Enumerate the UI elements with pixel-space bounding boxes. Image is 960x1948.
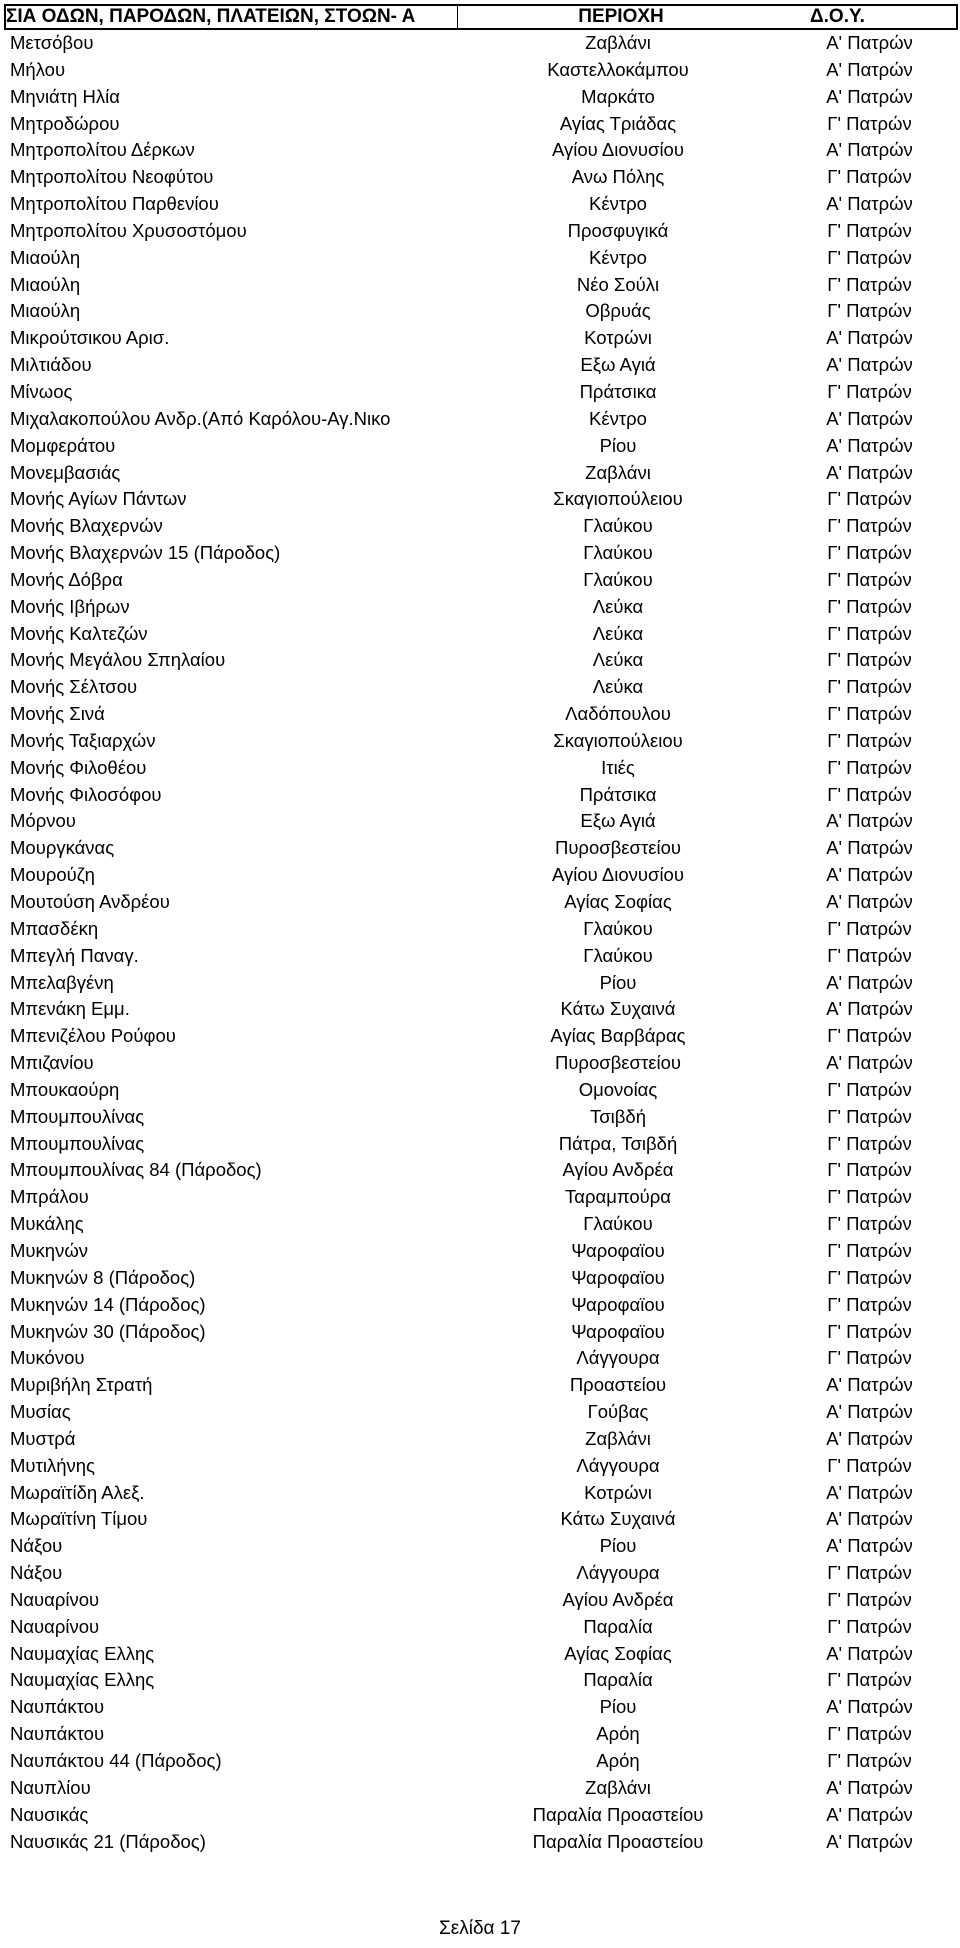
street-cell: Μίνωος (10, 380, 73, 402)
street-cell: Μυκηνών (10, 1239, 89, 1261)
dept-cell: Γ' Πατρών (827, 756, 912, 778)
dept-cell: Γ' Πατρών (827, 1723, 912, 1745)
dept-cell: Α' Πατρών (826, 461, 913, 483)
dept-cell: Γ' Πατρών (827, 246, 912, 268)
street-cell: Ναυμαχίας Ελλης (10, 1642, 155, 1664)
street-cell: Μπουμπουλίνας 84 (Πάροδος) (10, 1159, 262, 1181)
table-row (4, 1184, 958, 1211)
area-cell: Κέντρο (589, 193, 647, 215)
area-cell: Κάτω Συχαινά (560, 1508, 676, 1530)
dept-cell: Γ' Πατρών (827, 542, 912, 564)
table-row (4, 1211, 958, 1238)
table-row (4, 1050, 958, 1077)
area-cell: Ρίου (599, 1696, 637, 1718)
table-row (4, 1292, 958, 1319)
table-row (4, 835, 958, 862)
street-cell: Μυστρά (10, 1427, 76, 1449)
street-cell: Μητροδώρου (10, 112, 120, 134)
table-row (4, 30, 958, 57)
area-cell: Αγίας Σοφίας (564, 891, 672, 912)
table-row (4, 862, 958, 889)
street-cell: Μονής Μεγάλου Σπηλαίου (10, 649, 226, 671)
street-cell: Μπιζανίου (10, 1052, 94, 1074)
street-cell: Μονής Σινά (10, 703, 105, 725)
table-row (4, 1399, 958, 1426)
area-cell: Παραλία (583, 1615, 653, 1637)
area-cell: Γλαύκου (583, 515, 653, 537)
area-cell: Ψαροφαϊου (571, 1293, 665, 1315)
area-cell: Γλαύκου (583, 568, 653, 590)
area-cell: Ζαβλάνι (585, 1427, 651, 1449)
area-cell: Παραλία Προαστείου (532, 1803, 704, 1825)
street-cell: Ναυσικάς 21 (Πάροδος) (10, 1830, 206, 1852)
area-cell: Γλαύκου (583, 1213, 653, 1235)
dept-cell: Γ' Πατρών (827, 1454, 912, 1476)
street-cell: Μητροπολίτου Παρθενίου (10, 193, 219, 215)
table-row (4, 137, 958, 164)
dept-cell: Γ' Πατρών (827, 595, 912, 617)
street-cell: Μονής Βλαχερνών (10, 515, 163, 537)
table-row (4, 567, 958, 594)
street-cell: Μπεγλή Παναγ. (10, 944, 139, 966)
street-cell: Μωραϊτίδη Αλεξ. (10, 1481, 145, 1503)
table-row (4, 701, 958, 728)
page-number: Σελίδα 17 (439, 1918, 521, 1939)
dept-cell: Α' Πατρών (826, 1803, 913, 1825)
dept-cell: Γ' Πατρών (827, 944, 912, 966)
dept-cell: Α' Πατρών (826, 139, 913, 161)
table-row (4, 352, 958, 379)
area-cell: Προαστείου (569, 1374, 667, 1396)
area-cell: Πράτσικα (579, 783, 657, 805)
area-cell: Αγίου Ανδρέα (562, 1588, 674, 1610)
table-row (4, 1533, 958, 1560)
table-row (4, 1694, 958, 1721)
street-cell: Μονής Φιλοθέου (10, 756, 147, 778)
table-row (4, 996, 958, 1023)
area-cell: Σκαγιοπούλειου (553, 488, 683, 510)
street-cell: Μονής Βλαχερνών 15 (Πάροδος) (10, 542, 281, 564)
table-row (4, 1319, 958, 1346)
street-cell: Μπελαβγένη (10, 971, 114, 993)
street-cell: Ναυπάκτου 44 (Πάροδος) (10, 1750, 222, 1771)
street-cell: Μονής Σέλτσου (10, 676, 138, 698)
dept-cell: Α' Πατρών (826, 434, 913, 456)
area-cell: Ζαβλάνι (585, 461, 651, 483)
area-cell: Ζαβλάνι (585, 32, 651, 53)
dept-cell: Γ' Πατρών (827, 1239, 912, 1261)
area-cell: Εξω Αγιά (580, 810, 656, 832)
table-row (4, 1265, 958, 1292)
area-cell: Λάγγουρα (576, 1347, 660, 1369)
dept-cell: Α' Πατρών (826, 1696, 913, 1718)
table-row (4, 1238, 958, 1265)
dept-cell: Γ' Πατρών (827, 1213, 912, 1235)
street-cell: Μουργκάνας (10, 837, 115, 859)
street-cell: Μονής Φιλοσόφου (10, 783, 162, 805)
area-cell: Γλαύκου (583, 917, 653, 939)
dept-cell: Α' Πατρών (826, 58, 913, 80)
table-row (4, 594, 958, 621)
area-cell: Ζαβλάνι (585, 1776, 651, 1798)
street-cell: Μπουμπουλίνας (10, 1105, 145, 1127)
table-row (4, 647, 958, 674)
dept-cell: Γ' Πατρών (827, 1105, 912, 1127)
table-row (4, 1506, 958, 1533)
table-row (4, 379, 958, 406)
dept-cell: Γ' Πατρών (827, 729, 912, 751)
area-cell: Καστελλοκάμπου (547, 58, 689, 80)
dept-cell: Α' Πατρών (826, 354, 913, 376)
area-cell: Νέο Σούλι (576, 273, 660, 295)
street-cell: Μητροπολίτου Νεοφύτου (10, 166, 214, 188)
dept-cell: Γ' Πατρών (827, 1588, 912, 1610)
dept-cell: Γ' Πατρών (827, 273, 912, 295)
table-row (4, 460, 958, 487)
area-cell: Λάγγουρα (576, 1562, 660, 1584)
dept-cell: Γ' Πατρών (827, 783, 912, 805)
table-row (4, 57, 958, 84)
table-row (4, 1560, 958, 1587)
area-cell: Κέντρο (589, 246, 647, 268)
table-row (4, 1614, 958, 1641)
table-row (4, 674, 958, 701)
area-cell: Ταραμπούρα (565, 1186, 671, 1208)
area-cell: Λεύκα (592, 595, 644, 617)
table-row (4, 164, 958, 191)
street-cell: Μιαούλη (10, 300, 81, 322)
area-cell: Αγίας Τριάδας (559, 112, 677, 134)
area-cell: Ψαροφαϊου (571, 1320, 665, 1342)
area-cell: Πράτσικα (579, 380, 657, 402)
table-row (4, 298, 958, 325)
table-row (4, 1587, 958, 1614)
header-street: ΣΙΑ ΟΔΩΝ, ΠΑΡΟΔΩΝ, ΠΛΑΤΕΙΩΝ, ΣΤΟΩΝ- Α (6, 6, 458, 28)
area-cell: Κάτω Συχαινά (560, 998, 676, 1020)
table-row (4, 245, 958, 272)
area-cell: Ιτιές (601, 756, 635, 778)
street-cell: Μπασδέκη (10, 917, 99, 939)
table-row (4, 1426, 958, 1453)
area-cell: Πάτρα, Τσιβδή (558, 1132, 678, 1154)
street-cell: Μυκάλης (10, 1213, 84, 1235)
street-cell: Ναυσικάς (10, 1803, 89, 1825)
dept-cell: Α' Πατρών (826, 1374, 913, 1396)
table-row (4, 1131, 958, 1158)
street-cell: Μπράλου (10, 1186, 89, 1208)
table-row (4, 1748, 958, 1775)
dept-cell: Α' Πατρών (826, 1642, 913, 1664)
dept-cell: Γ' Πατρών (827, 1078, 912, 1100)
area-cell: Τσιβδή (589, 1105, 647, 1127)
dept-cell: Α' Πατρών (826, 327, 913, 349)
table-row (4, 325, 958, 352)
street-cell: Μιλτιάδου (10, 354, 92, 376)
header-area: ΠΕΡΙΟΧΗ (578, 6, 664, 27)
table-row (4, 111, 958, 138)
street-cell: Μυκηνών 14 (Πάροδος) (10, 1293, 206, 1315)
area-cell: Ψαροφαϊου (571, 1239, 665, 1261)
street-cell: Μυτιλήνης (10, 1454, 95, 1476)
street-cell: Μουτούση Ανδρέου (10, 891, 170, 912)
street-cell: Μονής Ιβήρων (10, 595, 130, 617)
street-cell: Μονής Καλτεζών (10, 622, 148, 644)
dept-cell: Γ' Πατρών (827, 219, 912, 241)
area-cell: Γλαύκου (583, 542, 653, 564)
dept-cell: Γ' Πατρών (827, 1159, 912, 1181)
dept-cell: Α' Πατρών (826, 1401, 913, 1423)
area-cell: Ρίου (599, 971, 637, 993)
table-row (4, 486, 958, 513)
area-cell: Ομονοίας (578, 1078, 658, 1100)
street-cell: Ναυμαχίας Ελλης (10, 1669, 155, 1691)
street-cell: Μονεμβασιάς (10, 461, 121, 483)
area-cell: Λάγγουρα (576, 1454, 660, 1476)
dept-cell: Α' Πατρών (826, 1535, 913, 1557)
table-row (4, 1802, 958, 1829)
dept-cell: Γ' Πατρών (827, 917, 912, 939)
street-cell: Μπουκαούρη (10, 1078, 120, 1100)
table-row (4, 1641, 958, 1668)
street-cell: Μυκηνών 30 (Πάροδος) (10, 1320, 206, 1342)
area-cell: Κοτρώνι (584, 327, 652, 349)
dept-cell: Γ' Πατρών (827, 1186, 912, 1208)
dept-cell: Α' Πατρών (826, 85, 913, 107)
table-row (4, 406, 958, 433)
table-row (4, 191, 958, 218)
area-cell: Ανω Πόλης (571, 166, 665, 188)
dept-cell: Γ' Πατρών (827, 568, 912, 590)
street-cell: Μητροπολίτου Δέρκων (10, 139, 195, 161)
street-cell: Ναυπάκτου (10, 1696, 105, 1718)
dept-cell: Γ' Πατρών (827, 1615, 912, 1637)
dept-cell: Γ' Πατρών (827, 1750, 912, 1771)
street-cell: Ναυαρίνου (10, 1588, 100, 1610)
table-row (4, 1157, 958, 1184)
dept-cell: Α' Πατρών (826, 193, 913, 215)
street-cell: Μιαούλη (10, 273, 81, 295)
dept-cell: Α' Πατρών (826, 1508, 913, 1530)
area-cell: Αγίου Διονυσίου (552, 864, 684, 886)
dept-cell: Γ' Πατρών (827, 622, 912, 644)
dept-cell: Γ' Πατρών (827, 1320, 912, 1342)
area-cell: Παραλία (583, 1669, 653, 1691)
dept-cell: Γ' Πατρών (827, 1293, 912, 1315)
dept-cell: Α' Πατρών (826, 810, 913, 832)
table-row (4, 755, 958, 782)
area-cell: Αγίας Σοφίας (564, 1642, 672, 1664)
dept-cell: Γ' Πατρών (827, 1132, 912, 1154)
street-cell: Μυκηνών 8 (Πάροδος) (10, 1266, 196, 1288)
dept-cell: Γ' Πατρών (827, 380, 912, 402)
table-body (4, 30, 958, 1855)
street-cell: Μυκόνου (10, 1347, 85, 1369)
area-cell: Αρόη (596, 1723, 640, 1745)
area-cell: Γούβας (587, 1401, 649, 1423)
table-row (4, 272, 958, 299)
area-cell: Λεύκα (592, 622, 644, 644)
street-cell: Μήλου (10, 58, 66, 80)
table-row (4, 1345, 958, 1372)
area-cell: Κοτρώνι (584, 1481, 652, 1503)
street-cell: Μετσόβου (10, 32, 94, 53)
area-cell: Πυροσβεστείου (554, 1052, 682, 1074)
street-cell: Μομφεράτου (10, 434, 116, 456)
street-cell: Μιχαλακοπούλου Ανδρ.(Από Καρόλου-Αγ.Νικο (10, 407, 391, 429)
dept-cell: Γ' Πατρών (827, 649, 912, 671)
table-row (4, 1104, 958, 1131)
street-cell: Μπουμπουλίνας (10, 1132, 145, 1154)
dept-cell: Γ' Πατρών (827, 1266, 912, 1288)
dept-cell: Γ' Πατρών (827, 112, 912, 134)
area-cell: Ρίου (599, 1535, 637, 1557)
table-row (4, 943, 958, 970)
street-cell: Μουρούζη (10, 864, 95, 886)
table-row (4, 1667, 958, 1694)
table-row (4, 1453, 958, 1480)
dept-cell: Γ' Πατρών (827, 703, 912, 725)
dept-cell: Α' Πατρών (826, 1052, 913, 1074)
area-cell: Αρόη (596, 1750, 640, 1771)
table-row (4, 970, 958, 997)
street-cell: Μόρνου (10, 810, 76, 832)
area-cell: Προσφυγικά (567, 219, 669, 241)
dept-cell: Α' Πατρών (826, 837, 913, 859)
area-cell: Λαδόπουλου (565, 703, 671, 725)
street-cell: Μπενάκη Εμμ. (10, 998, 130, 1020)
street-cell: Μηνιάτη Ηλία (10, 85, 120, 107)
area-cell: Κέντρο (589, 407, 647, 429)
street-cell: Μικρούτσικου Αρισ. (10, 327, 170, 349)
table-row (4, 889, 958, 916)
table-row (4, 1077, 958, 1104)
table-row (4, 513, 958, 540)
table-row (4, 433, 958, 460)
table-row (4, 1829, 958, 1856)
table-row (4, 1372, 958, 1399)
street-cell: Μυσίας (10, 1401, 71, 1423)
street-cell: Ναυπάκτου (10, 1723, 105, 1745)
dept-cell: Γ' Πατρών (827, 488, 912, 510)
table-header (4, 4, 958, 30)
street-cell: Μονής Αγίων Πάντων (10, 488, 187, 510)
area-cell: Ρίου (599, 434, 637, 456)
street-cell: Μιαούλη (10, 246, 81, 268)
street-cell: Μονής Ταξιαρχών (10, 729, 156, 751)
dept-cell: Γ' Πατρών (827, 676, 912, 698)
dept-cell: Α' Πατρών (826, 891, 913, 912)
dept-cell: Α' Πατρών (826, 1776, 913, 1798)
dept-cell: Α' Πατρών (826, 998, 913, 1020)
street-cell: Μονής Δόβρα (10, 568, 123, 590)
header-dept: Δ.Ο.Υ. (810, 6, 865, 27)
street-cell: Νάξου (10, 1562, 63, 1584)
area-cell: Πυροσβεστείου (554, 837, 682, 859)
table-row (4, 808, 958, 835)
table-row (4, 1480, 958, 1507)
street-cell: Μπενιζέλου Ρούφου (10, 1025, 176, 1047)
dept-cell: Γ' Πατρών (827, 1025, 912, 1047)
street-cell: Ναυαρίνου (10, 1615, 100, 1637)
area-cell: Σκαγιοπούλειου (553, 729, 683, 751)
area-cell: Γλαύκου (583, 944, 653, 966)
dept-cell: Γ' Πατρών (827, 1347, 912, 1369)
dept-cell: Α' Πατρών (826, 1830, 913, 1852)
area-cell: Εξω Αγιά (580, 354, 656, 376)
area-cell: Ψαροφαϊου (571, 1266, 665, 1288)
document-sheet (4, 4, 958, 1855)
area-cell: Αγίου Διονυσίου (552, 139, 684, 161)
table-row (4, 916, 958, 943)
street-cell: Ναυπλίου (10, 1776, 91, 1798)
area-cell: Αγίας Βαρβάρας (550, 1025, 686, 1047)
dept-cell: Γ' Πατρών (827, 300, 912, 322)
area-cell: Αγίου Ανδρέα (562, 1159, 674, 1181)
table-row (4, 1023, 958, 1050)
dept-cell: Α' Πατρών (826, 1481, 913, 1503)
area-cell: Λεύκα (592, 649, 644, 671)
dept-cell: Γ' Πατρών (827, 1669, 912, 1691)
area-cell: Παραλία Προαστείου (532, 1830, 704, 1852)
table-row (4, 218, 958, 245)
table-row (4, 782, 958, 809)
dept-cell: Α' Πατρών (826, 32, 913, 53)
street-cell: Μητροπολίτου Χρυσοστόμου (10, 219, 247, 241)
street-cell: Μυριβήλη Στρατή (10, 1374, 153, 1396)
dept-cell: Α' Πατρών (826, 407, 913, 429)
table-row (4, 1721, 958, 1748)
table-row (4, 540, 958, 567)
table-row (4, 621, 958, 648)
street-cell: Νάξου (10, 1535, 63, 1557)
area-cell: Οβρυάς (585, 300, 651, 322)
dept-cell: Α' Πατρών (826, 864, 913, 886)
dept-cell: Γ' Πατρών (827, 166, 912, 188)
dept-cell: Γ' Πατρών (827, 515, 912, 537)
street-cell: Μωραϊτίνη Τίμου (10, 1508, 148, 1530)
table-row (4, 84, 958, 111)
dept-cell: Α' Πατρών (826, 971, 913, 993)
area-cell: Λεύκα (592, 676, 644, 698)
table-row (4, 728, 958, 755)
dept-cell: Γ' Πατρών (827, 1562, 912, 1584)
dept-cell: Α' Πατρών (826, 1427, 913, 1449)
area-cell: Μαρκάτο (581, 85, 655, 107)
table-row (4, 1775, 958, 1802)
